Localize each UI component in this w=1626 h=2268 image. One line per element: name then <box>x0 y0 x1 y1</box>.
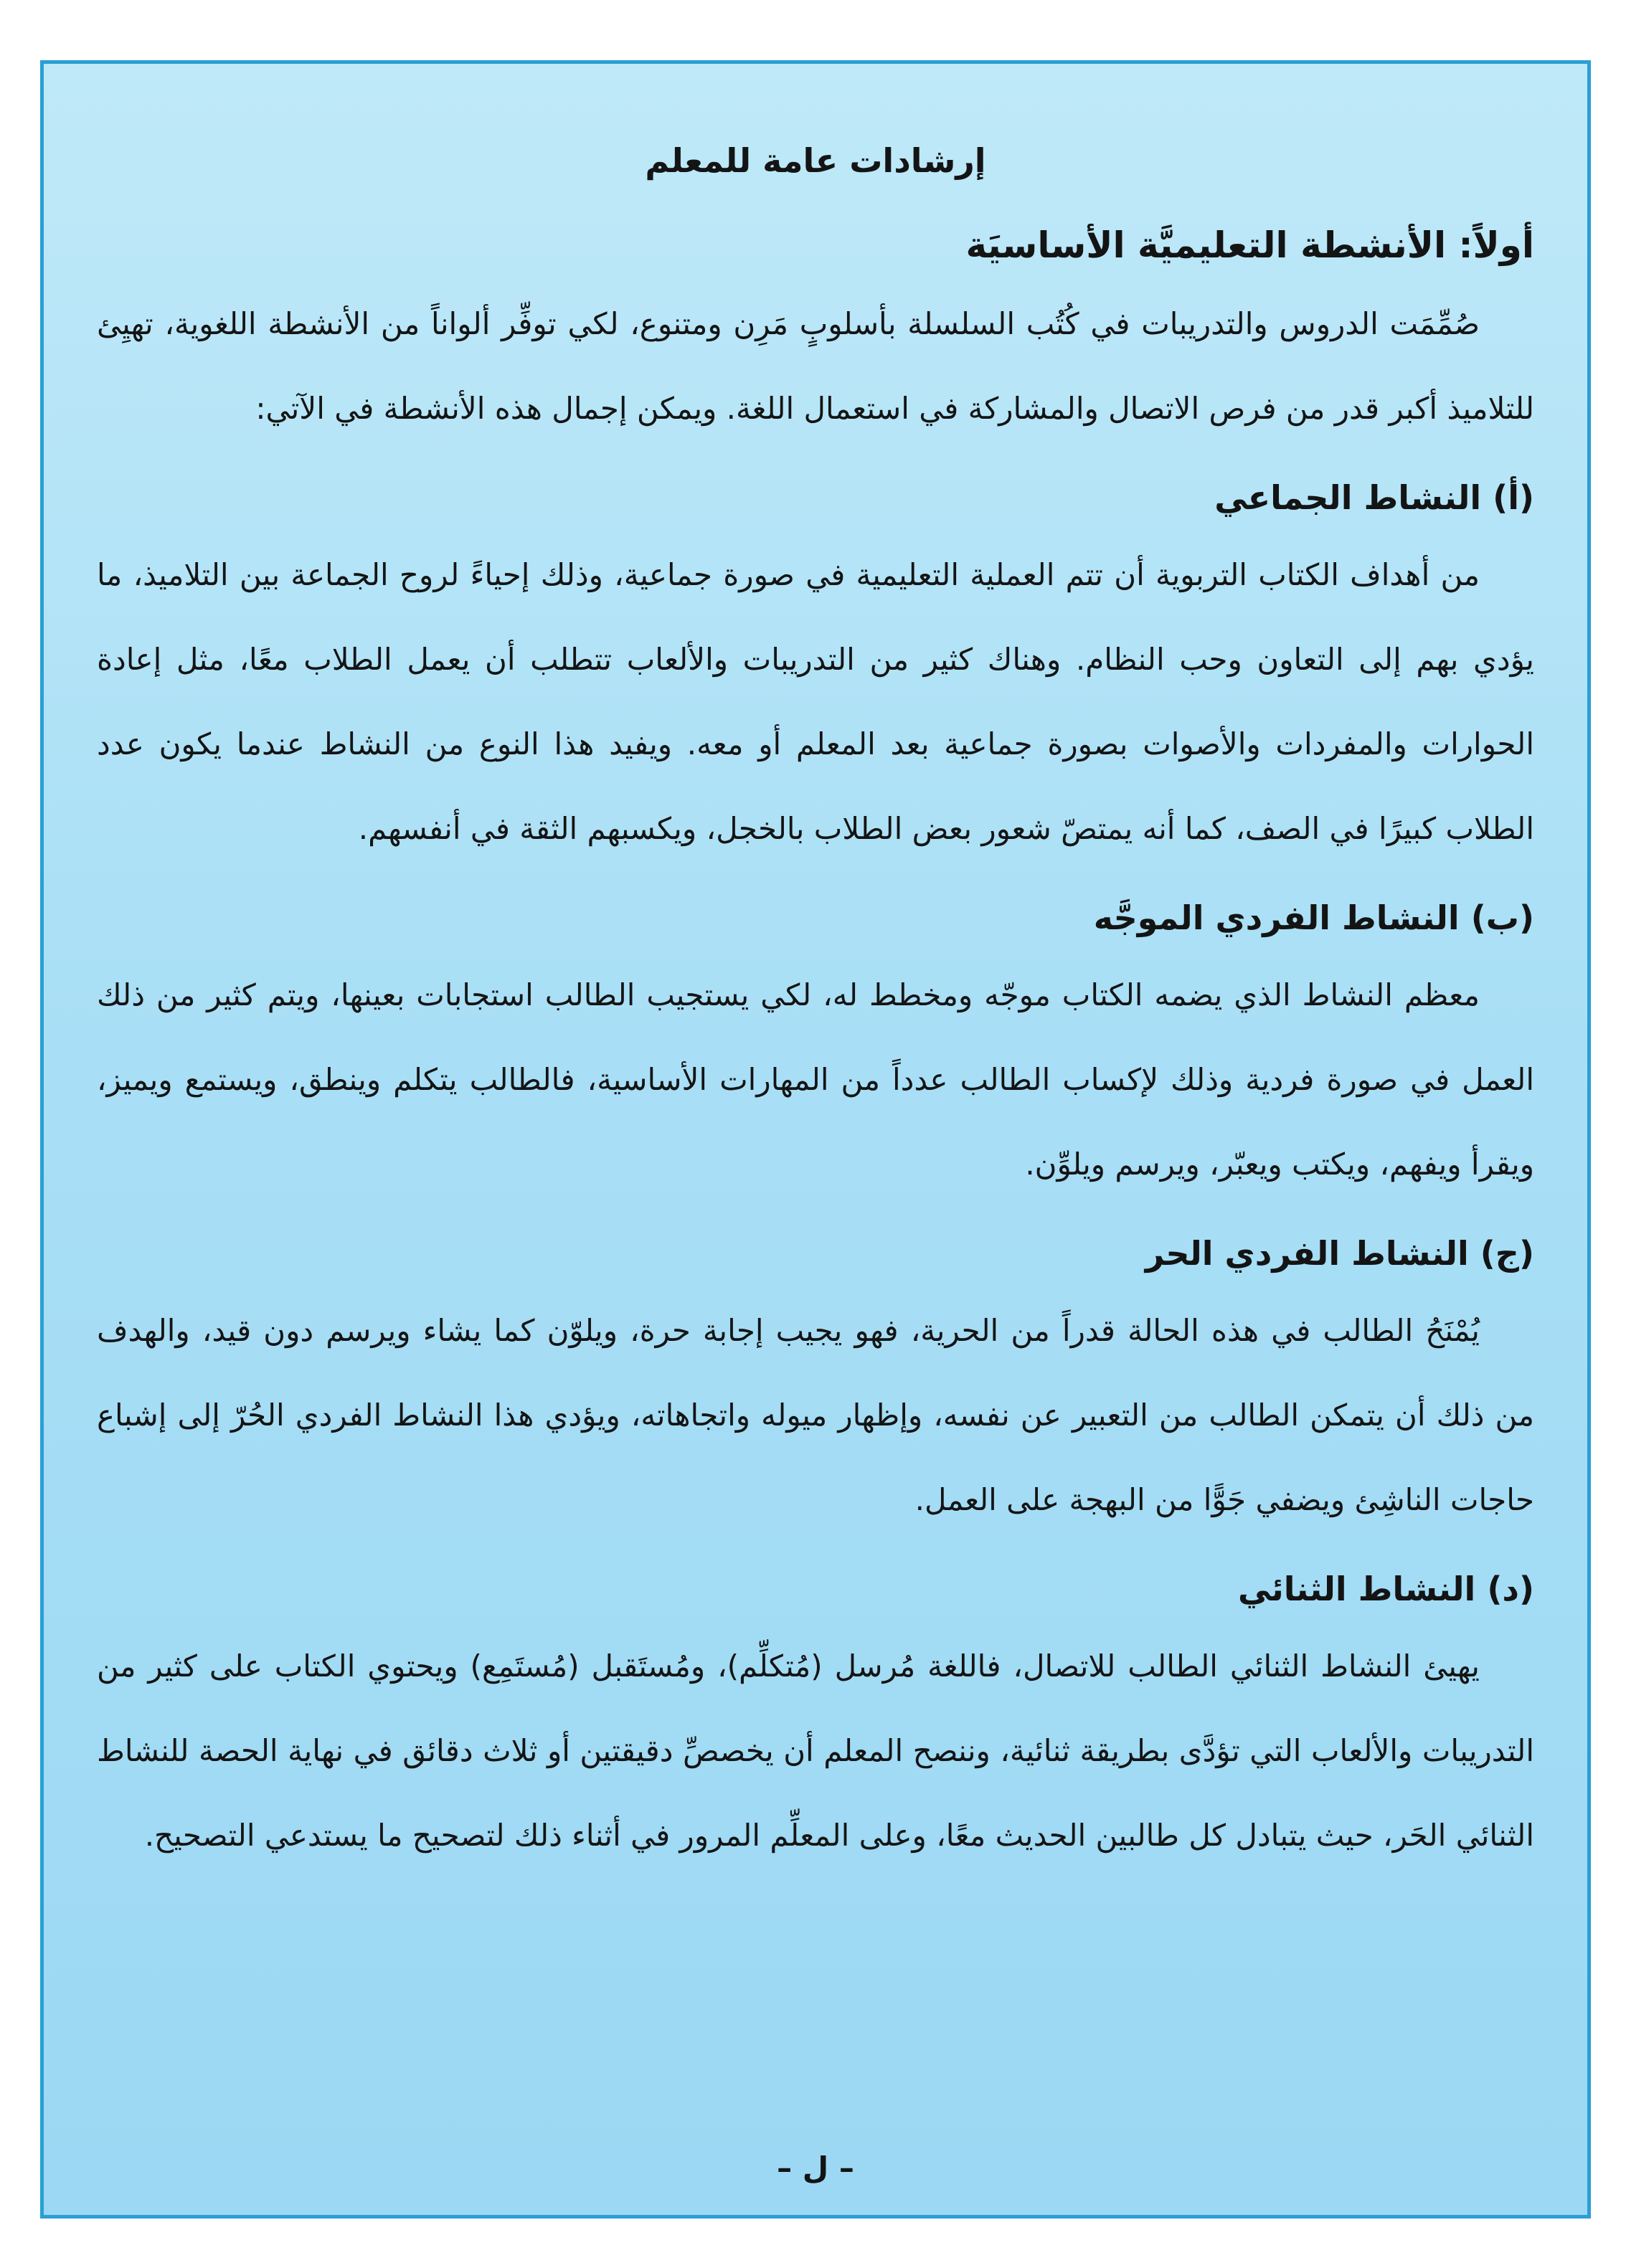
page-frame <box>40 60 1591 2219</box>
activity-text-guided-individual: معظم النشاط الذي يضمه الكتاب موجّه ومخطط له، لكي يستجيب الطالب استجابات بعينها، ويتم كثير من ذلك العمل في صورة فردية وذلك لإكساب الطالب عدداً من المهارات الأساسية، فالطالب يتكلم وينطق، ويستمع ويميز، ويقرأ ويفهم، ويكتب ويعبّر، ويرسم ويلوِّن. <box>97 977 1534 1182</box>
activity-paragraph-guided-individual <box>97 953 1534 1207</box>
activity-text-pair: يهيئ النشاط الثنائي الطالب للاتصال، فاللغة مُرسل (مُتكلِّم)، ومُستَقبل (مُستَمِع) ويحتوي الكتاب على كثير من التدريبات والألعاب التي تؤدَّى بطريقة ثنائية، وننصح المعلم أن يخصصِّ دقيقتين أو ثلاث دقائق في نهاية الحصة للنشاط الثنائي الحَر، حيث يتبادل كل طالبين الحديث معًا، وعلى المعلِّم المرور في أثناء ذلك لتصحيح ما يستدعي التصحيح. <box>97 1648 1534 1853</box>
activity-paragraph-pair <box>97 1624 1534 1878</box>
intro-text: صُمِّمَت الدروس والتدريبات في كُتُب السلسلة بأسلوبٍ مَرِن ومتنوع، لكي توفِّر ألواناً من الأنشطة اللغوية، تهيِئ للتلاميذ أكبر قدر من فرص الاتصال والمشاركة في استعمال اللغة. ويمكن إجمال هذه الأنشطة في الآتي: <box>97 306 1534 426</box>
section-heading: أولاً: الأنشطة التعليميَّة الأساسيَة <box>965 224 1534 266</box>
activity-text-group: من أهداف الكتاب التربوية أن تتم العملية التعليمية في صورة جماعية، وذلك إحياءً لروح الجماعة بين التلاميذ، ما يؤدي بهم إلى التعاون وحب النظام. وهناك كثير من التدريبات والألعاب تتطلب أن يعمل الطلاب معًا، مثل إعادة الحوارات والمفردات والأصوات بصورة جماعية بعد المعلم أو معه. ويفيد هذا النوع من النشاط عندما يكون عدد الطلاب كبيرًا في الصف، كما أنه يمتصّ شعور بعض الطلاب بالخجل، ويكسبهم الثقة في أنفسهم. <box>97 557 1534 846</box>
page-title: إرشادات عامة للمعلم <box>645 141 986 180</box>
activity-paragraph-group <box>97 533 1534 871</box>
intro-paragraph <box>97 282 1534 451</box>
page-content <box>97 141 1534 1878</box>
activity-text-free-individual: يُمْنَحُ الطالب في هذه الحالة قدراً من الحرية، فهو يجيب إجابة حرة، ويلوّن كما يشاء ويرسم دون قيد، والهدف من ذلك أن يتمكن الطالب من التعبير عن نفسه، وإظهار ميوله واتجاهاته، ويؤدي هذا النشاط الفردي الحُرّ إلى إشباع حاجات الناشِئ ويضفي جَوًّا من البهجة على العمل. <box>97 1313 1534 1517</box>
activity-heading-group: (أ) النشاط الجماعي <box>1214 478 1534 517</box>
activity-heading-free-individual: (ج) النشاط الفردي الحر <box>1145 1234 1534 1273</box>
activity-paragraph-free-individual <box>97 1289 1534 1542</box>
activity-heading-pair: (د) النشاط الثنائي <box>1237 1570 1534 1608</box>
activity-heading-guided-individual: (ب) النشاط الفردي الموجَّه <box>1093 898 1534 937</box>
page-number: – ل – <box>777 2150 854 2186</box>
